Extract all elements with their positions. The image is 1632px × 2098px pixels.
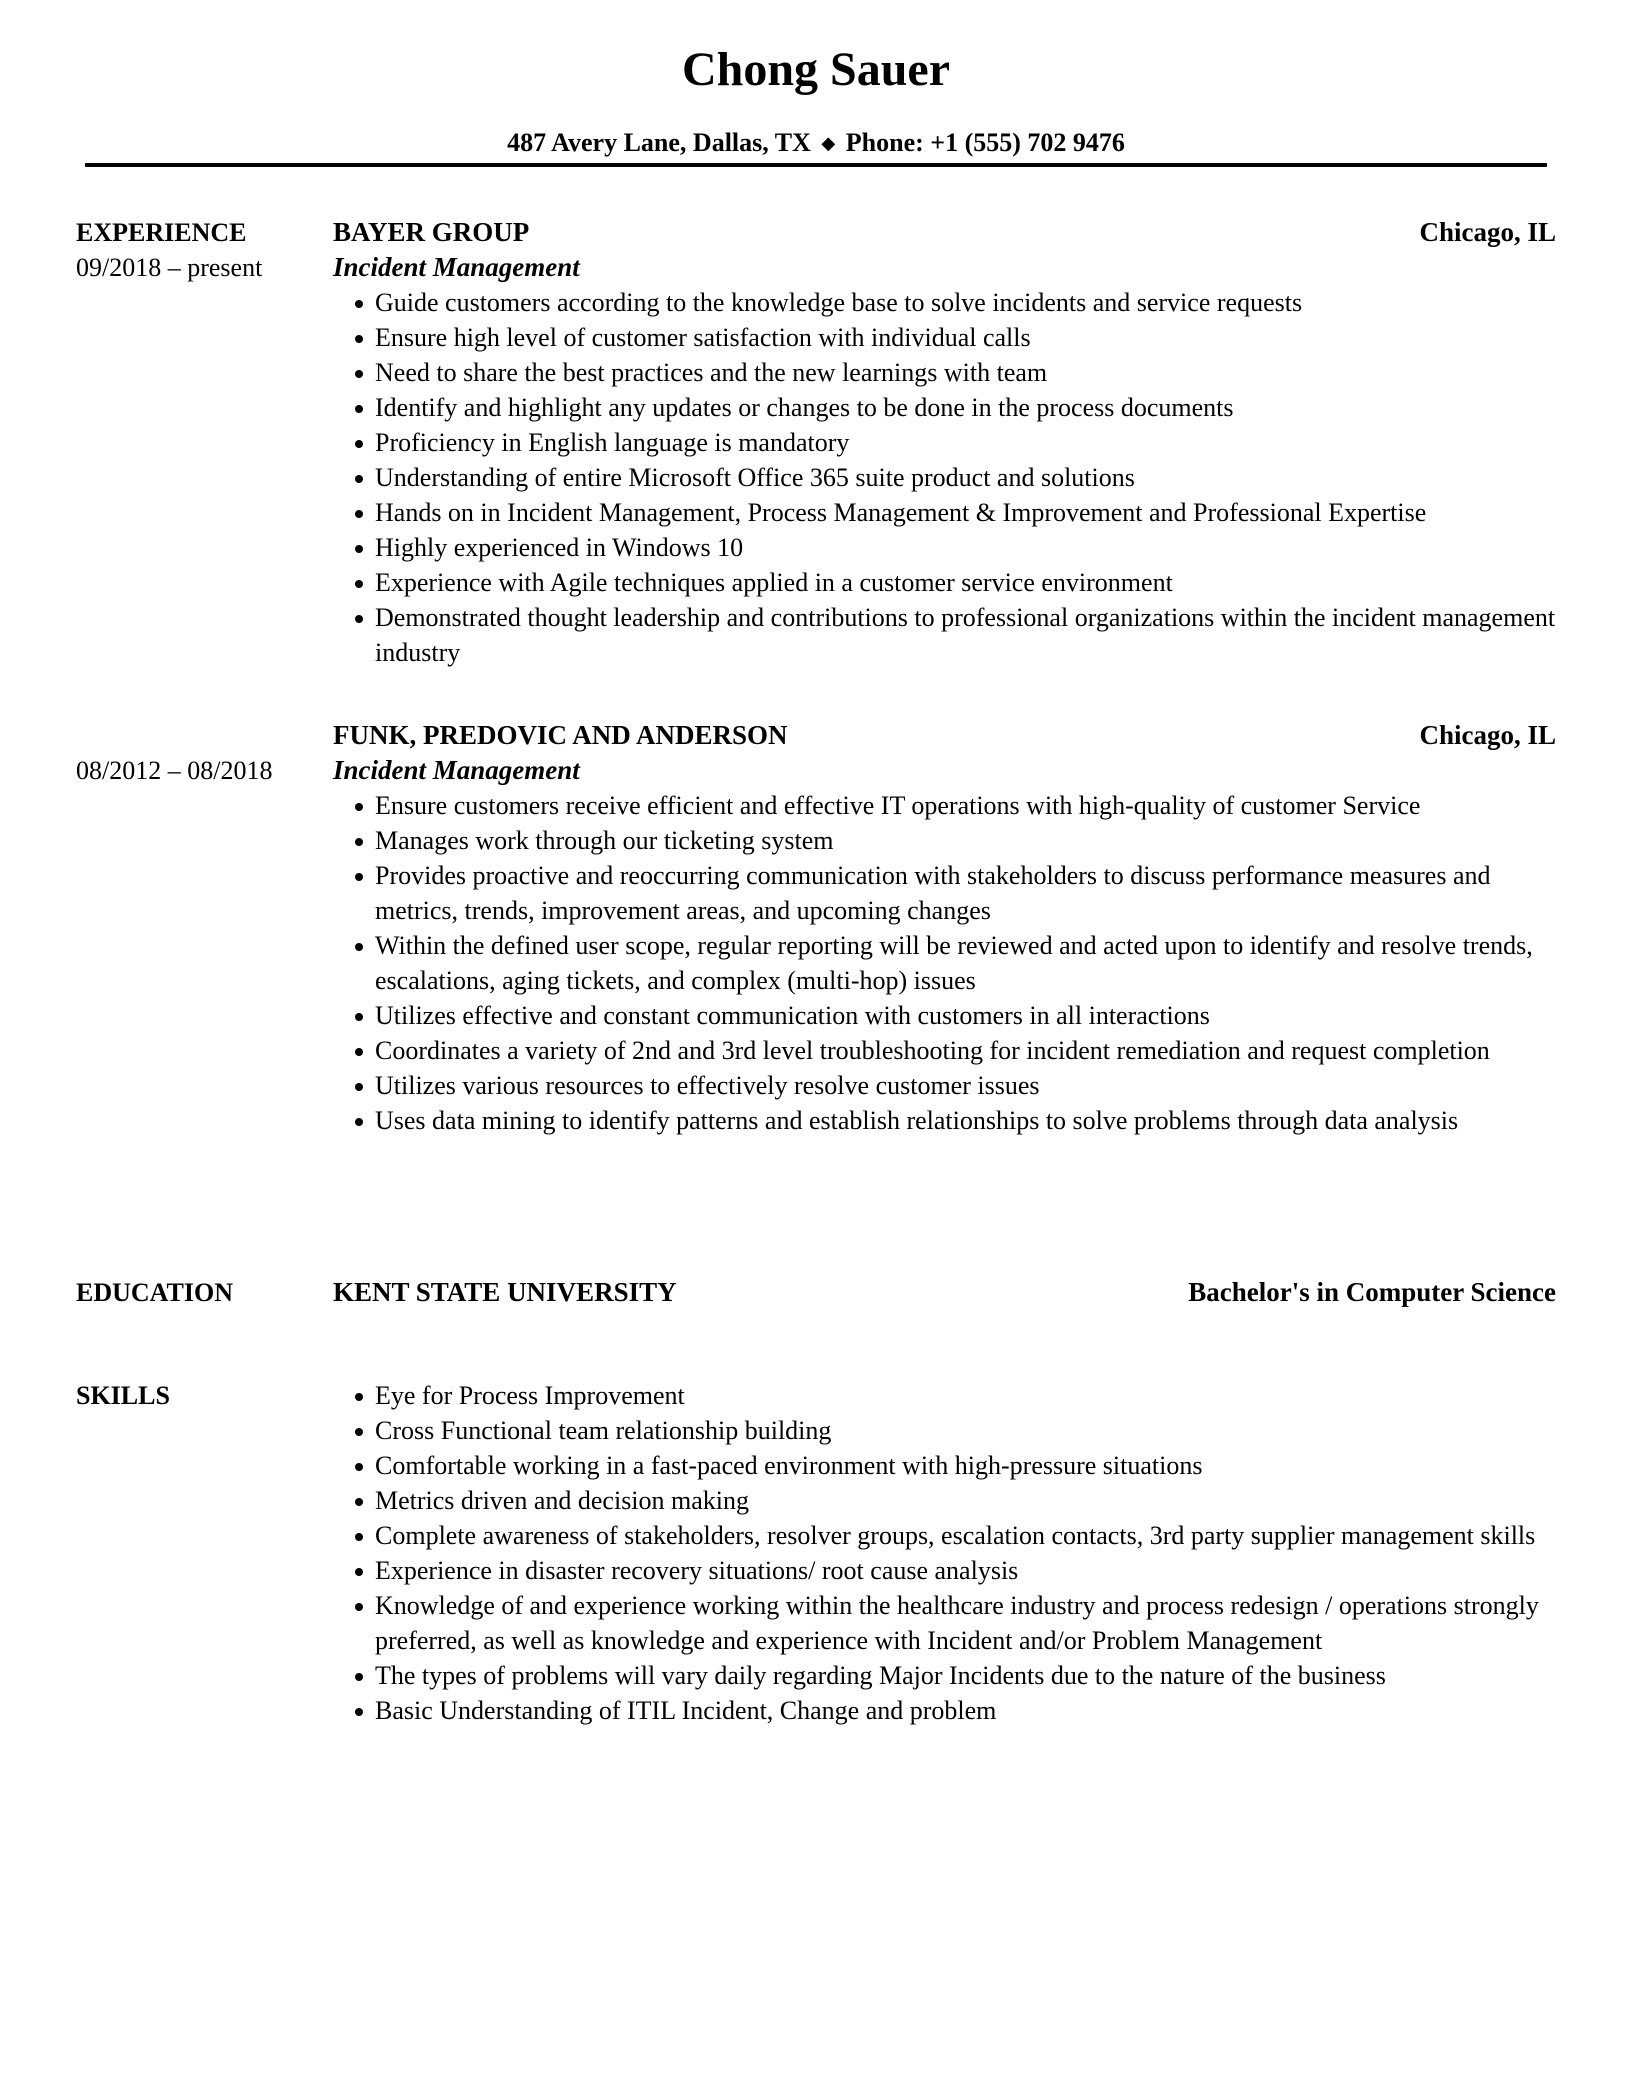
bullet-text: Eye for Process Improvement <box>375 1381 685 1410</box>
bullet-item <box>333 320 1556 355</box>
bullet-item <box>333 1103 1556 1138</box>
bullet-item <box>333 823 1556 858</box>
school-name: KENT STATE UNIVERSITY <box>333 1277 677 1307</box>
job-bullets <box>333 285 1556 670</box>
bullet-item <box>333 1553 1556 1588</box>
bullet-icon <box>355 943 363 951</box>
bullet-text: Understanding of entire Microsoft Office 365 suite product and solutions <box>375 463 1135 492</box>
job-title: Incident Management <box>333 755 580 785</box>
section-label-education: EDUCATION <box>76 1278 233 1307</box>
bullet-icon <box>355 803 363 811</box>
bullet-item <box>333 1033 1556 1068</box>
bullet-text: Coordinates a variety of 2nd and 3rd level troubleshooting for incident remediation and request completion <box>375 1036 1490 1065</box>
bullet-text: Complete awareness of stakeholders, resolver groups, escalation contacts, 3rd party supplier management skills <box>375 1521 1536 1550</box>
bullet-icon <box>355 1118 363 1126</box>
skills-list <box>333 1378 1556 1728</box>
bullet-item <box>333 1413 1556 1448</box>
bullet-item <box>333 1448 1556 1483</box>
skills-entry <box>333 1378 1556 1728</box>
bullet-text: Ensure customers receive efficient and effective IT operations with high-quality of customer Service <box>375 791 1421 820</box>
section-label-experience: EXPERIENCE <box>76 218 247 247</box>
job-entry <box>333 718 1556 1138</box>
bullet-text: Within the defined user scope, regular reporting will be reviewed and acted upon to identify and resolve trends, escalations, aging tickets, and complex (multi-hop) issues <box>375 931 1533 995</box>
bullet-item <box>333 285 1556 320</box>
bullet-text: Proficiency in English language is mandatory <box>375 428 850 457</box>
bullet-text: Identify and highlight any updates or changes to be done in the process documents <box>375 393 1234 422</box>
bullet-icon <box>355 510 363 518</box>
bullet-icon <box>355 440 363 448</box>
bullet-icon <box>355 1463 363 1471</box>
job-entry <box>333 215 1556 670</box>
bullet-text: Experience with Agile techniques applied in a customer service environment <box>375 568 1173 597</box>
bullet-item <box>333 565 1556 600</box>
bullet-item <box>333 390 1556 425</box>
diamond-icon: ◆ <box>821 133 836 153</box>
bullet-icon <box>355 545 363 553</box>
bullet-text: Basic Understanding of ITIL Incident, Change and problem <box>375 1696 997 1725</box>
job-bullets <box>333 788 1556 1138</box>
bullet-icon <box>355 873 363 881</box>
bullet-item <box>333 355 1556 390</box>
bullet-text: Need to share the best practices and the new learnings with team <box>375 358 1048 387</box>
bullet-text: Cross Functional team relationship building <box>375 1416 832 1445</box>
phone: Phone: +1 (555) 702 9476 <box>845 128 1125 157</box>
bullet-icon <box>355 1048 363 1056</box>
bullet-icon <box>355 1428 363 1436</box>
bullet-text: Utilizes effective and constant communication with customers in all interactions <box>375 1001 1210 1030</box>
company-name: BAYER GROUP <box>333 217 530 247</box>
job-location: Chicago, IL <box>1419 720 1556 750</box>
bullet-icon <box>355 335 363 343</box>
contact-line <box>0 126 1632 160</box>
bullet-icon <box>355 405 363 413</box>
bullet-text: Hands on in Incident Management, Process Management & Improvement and Professional Expertise <box>375 498 1427 527</box>
bullet-text: Knowledge of and experience working within the healthcare industry and process redesign / operations strongly preferred, as well as knowledge and experience with Incident and/or Problem Management <box>375 1591 1539 1655</box>
bullet-icon <box>355 1393 363 1401</box>
candidate-name: Chong Sauer <box>681 43 951 96</box>
bullet-icon <box>355 370 363 378</box>
bullet-item <box>333 858 1556 928</box>
bullet-item <box>333 495 1556 530</box>
bullet-item <box>333 530 1556 565</box>
degree: Bachelor's in Computer Science <box>1188 1277 1556 1307</box>
bullet-item <box>333 1588 1556 1658</box>
bullet-icon <box>355 475 363 483</box>
bullet-text: Provides proactive and reoccurring communication with stakeholders to discuss performance measures and metrics, trends, improvement areas, and upcoming changes <box>375 861 1491 925</box>
address: 487 Avery Lane, Dallas, TX <box>507 128 811 157</box>
bullet-item <box>333 788 1556 823</box>
job-title: Incident Management <box>333 252 580 282</box>
bullet-item <box>333 1658 1556 1693</box>
bullet-icon <box>355 1708 363 1716</box>
education-entry <box>333 1275 1556 1310</box>
bullet-text: The types of problems will vary daily regarding Major Incidents due to the nature of the business <box>375 1661 1386 1690</box>
bullet-item <box>333 1483 1556 1518</box>
bullet-item <box>333 1518 1556 1553</box>
bullet-icon <box>355 1603 363 1611</box>
bullet-text: Demonstrated thought leadership and contributions to professional organizations within the incident management industry <box>375 603 1556 667</box>
bullet-icon <box>355 1498 363 1506</box>
bullet-icon <box>355 1673 363 1681</box>
bullet-item <box>333 1693 1556 1728</box>
company-name: FUNK, PREDOVIC AND ANDERSON <box>333 720 788 750</box>
bullet-icon <box>355 1533 363 1541</box>
bullet-item <box>333 1378 1556 1413</box>
bullet-item <box>333 600 1556 670</box>
bullet-icon <box>355 580 363 588</box>
bullet-text: Highly experienced in Windows 10 <box>375 533 744 562</box>
bullet-text: Experience in disaster recovery situations/ root cause analysis <box>375 1556 1019 1585</box>
bullet-item <box>333 998 1556 1033</box>
bullet-item <box>333 1068 1556 1103</box>
bullet-text: Manages work through our ticketing system <box>375 826 834 855</box>
job-dates: 08/2012 – 08/2018 <box>76 756 273 785</box>
bullet-icon <box>355 1083 363 1091</box>
bullet-icon <box>355 838 363 846</box>
bullet-text: Metrics driven and decision making <box>375 1486 750 1515</box>
bullet-item <box>333 460 1556 495</box>
section-label-skills: SKILLS <box>76 1381 170 1410</box>
bullet-icon <box>355 1013 363 1021</box>
bullet-icon <box>355 1568 363 1576</box>
header-divider <box>85 163 1547 167</box>
bullet-item <box>333 425 1556 460</box>
bullet-icon <box>355 615 363 623</box>
bullet-text: Comfortable working in a fast-paced environment with high-pressure situations <box>375 1451 1203 1480</box>
bullet-text: Guide customers according to the knowledge base to solve incidents and service requests <box>375 288 1303 317</box>
job-dates: 09/2018 – present <box>76 253 263 282</box>
bullet-icon <box>355 300 363 308</box>
job-location: Chicago, IL <box>1419 217 1556 247</box>
bullet-item <box>333 928 1556 998</box>
bullet-text: Ensure high level of customer satisfaction with individual calls <box>375 323 1031 352</box>
bullet-text: Uses data mining to identify patterns and establish relationships to solve problems through data analysis <box>375 1106 1459 1135</box>
bullet-text: Utilizes various resources to effectively resolve customer issues <box>375 1071 1040 1100</box>
